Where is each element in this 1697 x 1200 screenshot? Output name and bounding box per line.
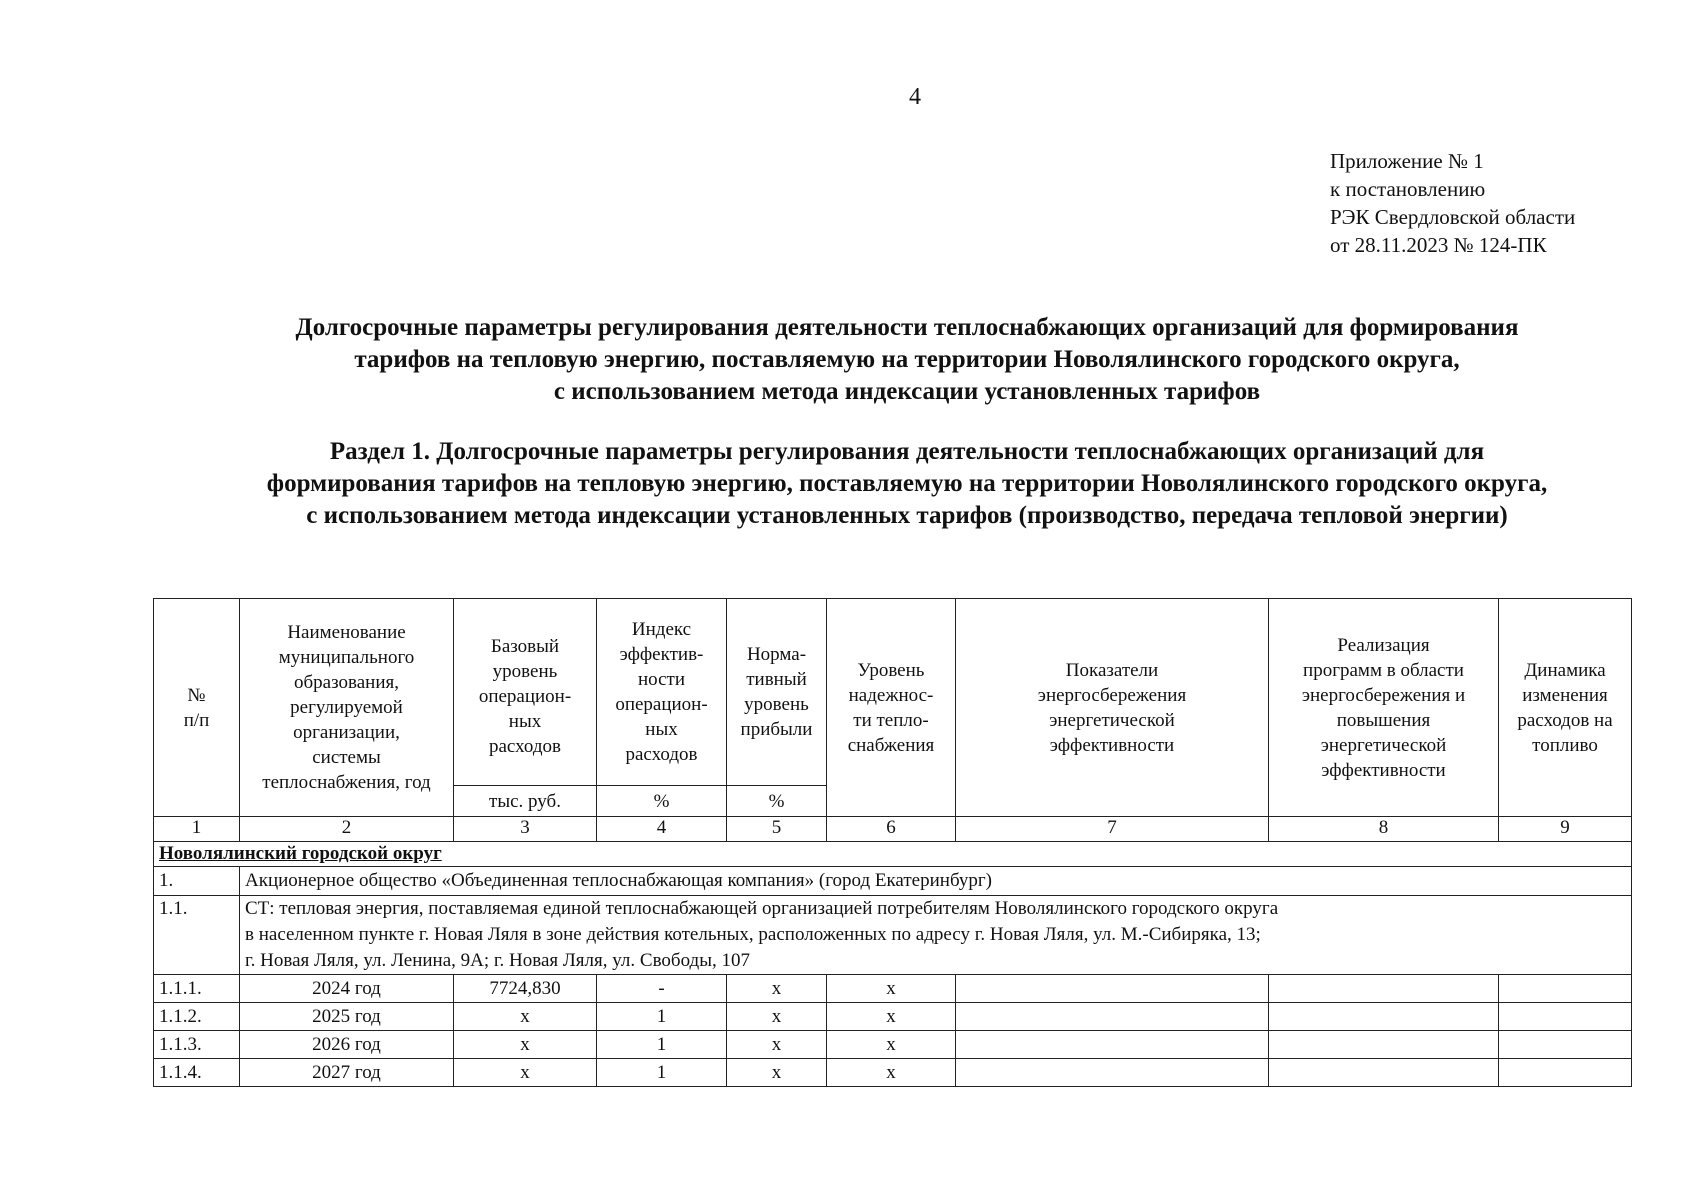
title-line: с использованием метода индексации установленных тарифов: [553, 378, 1261, 405]
section-line: Раздел 1. Долгосрочные параметры регулирования деятельности теплоснабжающих организаций для: [329, 438, 1485, 465]
header-fuel-dynamics: Динамика изменения расходов на топливо: [1499, 599, 1632, 817]
column-number: 6: [827, 817, 956, 842]
parameters-table: [153, 598, 1632, 1087]
column-number: 9: [1499, 817, 1632, 842]
row-fuel: [1499, 1031, 1632, 1059]
row-base-costs: x: [454, 1059, 597, 1087]
column-number: 4: [597, 817, 727, 842]
region-name: Новолялинский городской округ: [154, 842, 1632, 867]
row-year: 2026 год: [240, 1031, 454, 1059]
row-base-costs: 7724,830: [454, 975, 597, 1003]
document-title: [0, 312, 1697, 408]
row-number: 1.1.2.: [154, 1003, 240, 1031]
column-number: 1: [154, 817, 240, 842]
row-reliability: x: [827, 975, 956, 1003]
row-fuel: [1499, 1059, 1632, 1087]
column-number: 8: [1269, 817, 1499, 842]
row-number: 1.1.1.: [154, 975, 240, 1003]
row-profit: x: [727, 1003, 827, 1031]
section-line: формирования тарифов на тепловую энергию, поставляемую на территории Новолялинского городского округа,: [266, 470, 1548, 497]
column-number: 7: [956, 817, 1269, 842]
header-reliability: Уровень надежнос- ти тепло- снабжения: [827, 599, 956, 817]
header-num: № п/п: [154, 599, 240, 817]
row-indicators: [956, 1059, 1269, 1087]
table-row: [154, 1031, 1632, 1059]
row-efficiency-index: 1: [597, 1059, 727, 1087]
row-efficiency-index: 1: [597, 1031, 727, 1059]
row-programs: [1269, 1059, 1499, 1087]
row-base-costs: x: [454, 1003, 597, 1031]
row-programs: [1269, 1003, 1499, 1031]
table-row: [154, 975, 1632, 1003]
system-number: 1.1.: [154, 896, 240, 975]
appendix-line: от 28.11.2023 № 124-ПК: [1330, 233, 1547, 257]
org-name: Акционерное общество «Объединенная теплоснабжающая компания» (город Екатеринбург): [240, 867, 1632, 896]
row-fuel: [1499, 1003, 1632, 1031]
row-programs: [1269, 975, 1499, 1003]
system-description: СТ: тепловая энергия, поставляемая единой теплоснабжающей организацией потребителям Новолялинского городского округа в населенном пункте г. Новая Ляля в зоне действия котельных, расположенных по адресу г. Новая Ляля, ул. М.-Сибиряка, 13; г. Новая Ляля, ул. Ленина, 9А; г. Новая Ляля, ул. Свободы, 107: [240, 896, 1632, 975]
unit-cell: тыс. руб.: [454, 786, 597, 817]
column-number: 2: [240, 817, 454, 842]
section-title: [0, 436, 1697, 532]
table-row: [154, 1059, 1632, 1087]
header-energy-saving-indicators: Показатели энергосбережения энергетической эффективности: [956, 599, 1269, 817]
table-row: [154, 1003, 1632, 1031]
row-fuel: [1499, 975, 1632, 1003]
title-line: тарифов на тепловую энергию, поставляемую на территории Новолялинского городского округа,: [354, 346, 1460, 373]
row-base-costs: x: [454, 1031, 597, 1059]
row-indicators: [956, 1003, 1269, 1031]
appendix-reference: [1330, 147, 1575, 259]
header-row: [154, 599, 1632, 786]
appendix-line: РЭК Свердловской области: [1330, 205, 1576, 229]
region-row: [154, 842, 1632, 867]
row-reliability: x: [827, 1031, 956, 1059]
header-name: Наименование муниципального образования, регулируемой организации, системы теплоснабжения, год: [240, 599, 454, 817]
row-profit: x: [727, 1059, 827, 1087]
section-line: с использованием метода индексации установленных тарифов (производство, передача тепловой энергии): [306, 502, 1508, 529]
column-number: 3: [454, 817, 597, 842]
unit-cell: %: [597, 786, 727, 817]
header-profit: Норма- тивный уровень прибыли: [727, 599, 827, 786]
row-reliability: x: [827, 1003, 956, 1031]
system-row: [154, 896, 1632, 975]
title-line: Долгосрочные параметры регулирования деятельности теплоснабжающих организаций для формирования: [295, 314, 1519, 341]
appendix-line: Приложение № 1: [1330, 149, 1484, 173]
header-base-costs: Базовый уровень операцион- ных расходов: [454, 599, 597, 786]
header-efficiency-index: Индекс эффектив- ности операцион- ных расходов: [597, 599, 727, 786]
row-profit: x: [727, 1031, 827, 1059]
header-programs: Реализация программ в области энергосбережения и повышения энергетической эффективности: [1269, 599, 1499, 817]
org-number: 1.: [154, 867, 240, 896]
row-programs: [1269, 1031, 1499, 1059]
row-reliability: x: [827, 1059, 956, 1087]
unit-cell: %: [727, 786, 827, 817]
row-efficiency-index: 1: [597, 1003, 727, 1031]
row-efficiency-index: -: [597, 975, 727, 1003]
organization-row: [154, 867, 1632, 896]
row-year: 2024 год: [240, 975, 454, 1003]
row-indicators: [956, 1031, 1269, 1059]
row-number: 1.1.3.: [154, 1031, 240, 1059]
column-number: 5: [727, 817, 827, 842]
column-numbers-row: [154, 817, 1632, 842]
row-profit: x: [727, 975, 827, 1003]
row-indicators: [956, 975, 1269, 1003]
row-number: 1.1.4.: [154, 1059, 240, 1087]
row-year: 2027 год: [240, 1059, 454, 1087]
appendix-line: к постановлению: [1330, 177, 1486, 201]
page-number: 4: [909, 84, 921, 110]
row-year: 2025 год: [240, 1003, 454, 1031]
